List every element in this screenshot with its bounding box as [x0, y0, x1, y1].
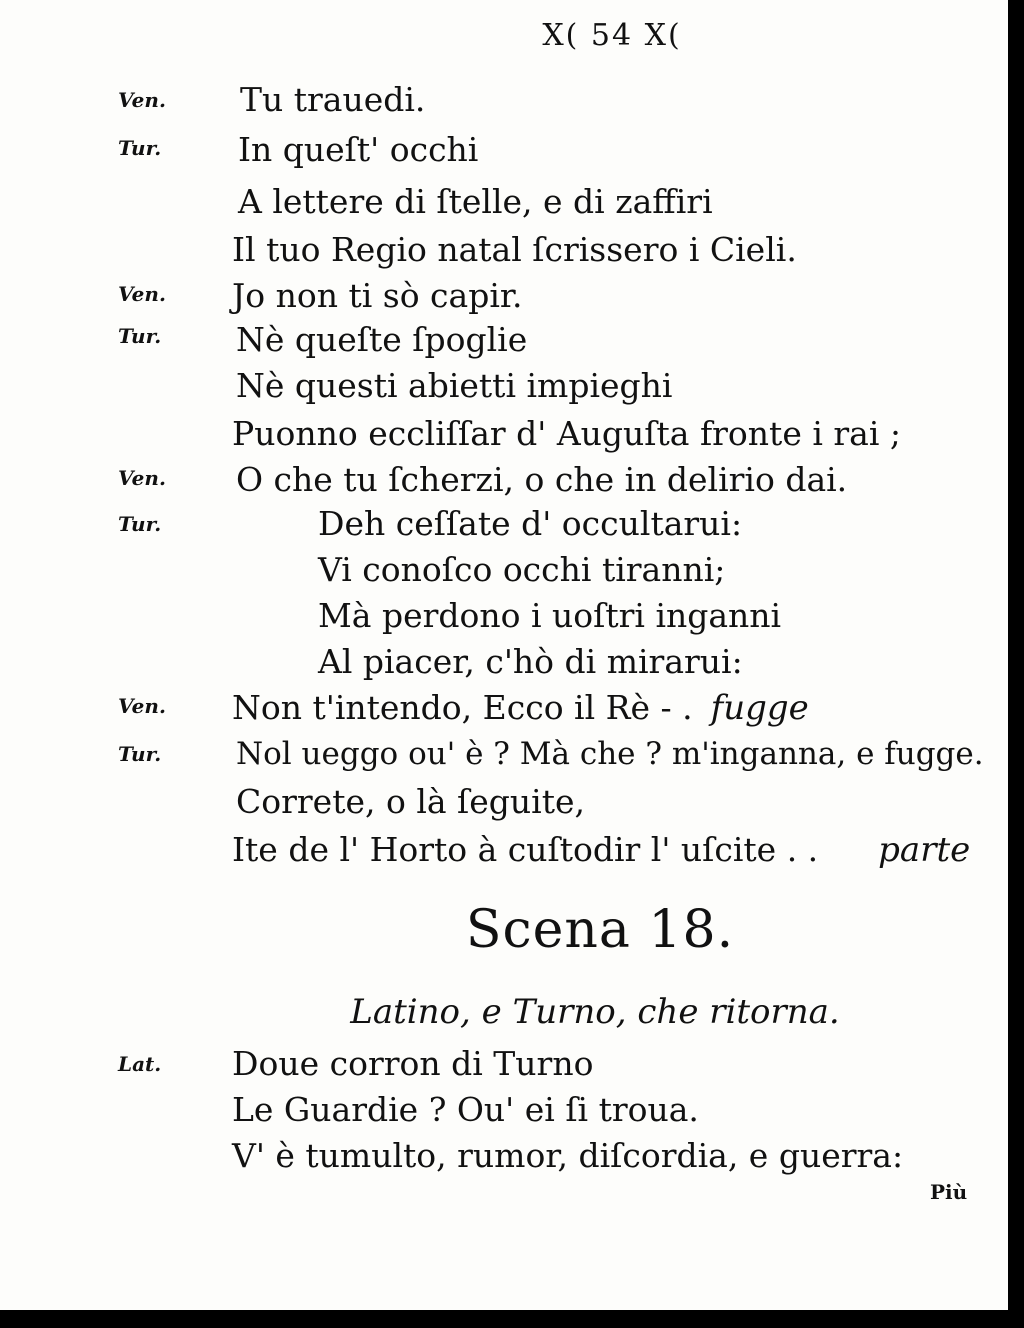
verse-line: A lettere di ſtelle, e di zaffiri — [238, 182, 713, 221]
verse-line — [232, 830, 970, 870]
verse-line: Doue corron di Turno — [232, 1044, 594, 1083]
speaker-label: Ven. — [118, 282, 166, 306]
verse-line: Tu trauedi. — [240, 80, 426, 119]
speaker-label: Ven. — [118, 694, 166, 718]
verse-line: Vi conoſco occhi tiranni; — [318, 550, 726, 589]
verse-line — [232, 688, 809, 728]
verse-line: V' è tumulto, rumor, diſcordia, e guerra: — [232, 1136, 904, 1175]
speaker-label: Tur. — [118, 324, 162, 348]
speaker-label: Tur. — [118, 512, 162, 536]
verse-line: Correte, o là ſeguite, — [236, 782, 585, 821]
speaker-label: Lat. — [118, 1052, 162, 1076]
verse-line: Le Guardie ? Ou' ei ſi troua. — [232, 1090, 699, 1129]
verse-line: Al piacer, c'hò di mirarui: — [318, 642, 743, 681]
verse-text: Ite de l' Horto à cuſtodir l' uſcite . . — [232, 830, 819, 869]
verse-line: Deh ceſſate d' occultarui: — [318, 504, 743, 543]
scene-cast: Latino, e Turno, che ritorna. — [350, 992, 840, 1032]
verse-line: Il tuo Regio natal ſcrissero i Cieli. — [232, 230, 797, 269]
verse-line: Nè questi abietti impieghi — [236, 366, 673, 405]
page-header: X( 54 X( — [542, 18, 682, 53]
verse-line: In queſt' occhi — [238, 130, 479, 169]
stage-direction-fugge: fugge — [710, 688, 809, 728]
verse-line: Nol ueggo ou' è ? Mà che ? m'inganna, e fugge. — [236, 736, 984, 772]
verse-line: Mà perdono i uoſtri inganni — [318, 596, 782, 635]
speaker-label: Tur. — [118, 136, 162, 160]
scene-title: Scena 18. — [465, 900, 735, 960]
verse-line: O che tu ſcherzi, o che in delirio dai. — [236, 460, 848, 499]
verse-line: Puonno eccliſſar d' Auguſta fronte i rai ; — [232, 414, 901, 453]
verse-line: Jo non ti sò capir. — [232, 276, 523, 315]
catchword: Più — [930, 1180, 968, 1204]
speaker-label: Tur. — [118, 742, 162, 766]
speaker-label: Ven. — [118, 466, 166, 490]
verse-line: Nè queſte ſpoglie — [236, 320, 528, 359]
stage-direction-parte: parte — [878, 830, 971, 870]
verse-text: Non t'intendo, Ecco il Rè - . — [232, 688, 693, 727]
speaker-label: Ven. — [118, 88, 166, 112]
